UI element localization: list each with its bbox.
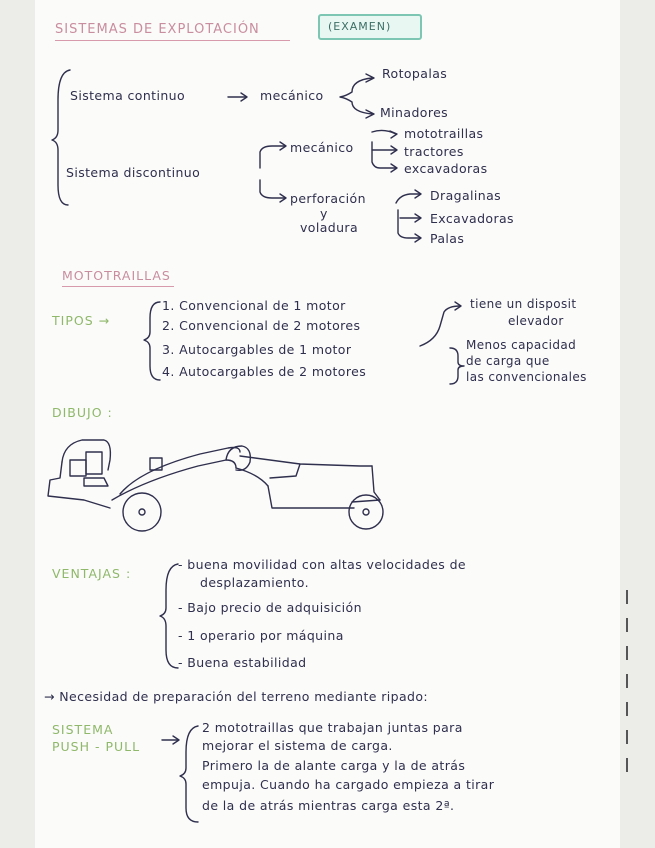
- ventaja-1: - buena movilidad con altas velocidades de: [178, 557, 467, 572]
- ventajas-label: VENTAJAS :: [52, 566, 132, 581]
- rotopalas: Rotopalas: [382, 66, 448, 81]
- tipo-1: 1. Convencional de 1 motor: [162, 298, 346, 313]
- push-pull-line-2: mejorar el sistema de carga.: [202, 738, 393, 753]
- systems-brace: [52, 70, 70, 205]
- mototraillas-underline: [62, 286, 174, 287]
- tipos-brace: [144, 302, 160, 380]
- mecanico-continuo: mecánico: [260, 88, 324, 103]
- mecanico-discontinuo: mecánico: [290, 140, 354, 155]
- exam-tag-label: (EXAMEN): [328, 20, 392, 33]
- push-pull-brace: [180, 726, 198, 822]
- voladura: voladura: [300, 220, 359, 235]
- note-capacidad-3: las convencionales: [466, 370, 587, 384]
- ventaja-2: - Bajo precio de adquisición: [178, 600, 362, 615]
- dragalinas: Dragalinas: [430, 188, 502, 203]
- note-capacidad-1: Menos capacidad: [466, 338, 577, 352]
- binding-mark: [626, 674, 628, 688]
- push-pull-line-1: 2 mototraillas que trabajan juntas para: [202, 720, 463, 735]
- tipo-3: 3. Autocargables de 1 motor: [162, 342, 352, 357]
- tractores-item: tractores: [404, 144, 464, 159]
- necesidad-ripado: → Necesidad de preparación del terreno mediante ripado:: [44, 689, 429, 704]
- sistema-continuo: Sistema continuo: [70, 88, 186, 103]
- binding-mark: [626, 758, 628, 772]
- note-elevador-1: tiene un disposit: [470, 297, 577, 311]
- palas: Palas: [430, 231, 465, 246]
- autocargables-brace: [450, 348, 464, 384]
- mototrailla-drawing: [48, 440, 383, 531]
- excavadoras-item-b: Excavadoras: [430, 211, 514, 226]
- tipos-label: TIPOS →: [52, 313, 111, 328]
- tipo-2: 2. Convencional de 2 motores: [162, 318, 361, 333]
- page-title: SISTEMAS DE EXPLOTACIÓN: [55, 22, 260, 37]
- binding-mark: [626, 618, 628, 632]
- push-pull-line-5: de la de atrás mientras carga esta 2ª.: [202, 798, 455, 813]
- binding-mark: [626, 590, 628, 604]
- push-pull-label-1: SISTEMA: [52, 722, 114, 737]
- mototraillas-item: mototraillas: [404, 126, 484, 141]
- push-pull-label-2: PUSH - PULL: [52, 739, 141, 754]
- binding-mark: [626, 730, 628, 744]
- push-pull-line-3: Primero la de alante carga y la de atrás: [202, 758, 466, 773]
- note-elevador-2: elevador: [508, 314, 564, 328]
- minadores: Minadores: [380, 105, 449, 120]
- binding-mark: [626, 646, 628, 660]
- y-conjunction: y: [320, 206, 328, 221]
- ventaja-4: - Buena estabilidad: [178, 655, 307, 670]
- binding-mark: [626, 702, 628, 716]
- mototraillas-heading: MOTOTRAILLAS: [62, 268, 171, 283]
- ventaja-1-cont: desplazamiento.: [200, 575, 309, 590]
- ventaja-3: - 1 operario por máquina: [178, 628, 344, 643]
- dibujo-label: DIBUJO :: [52, 405, 113, 420]
- sistema-discontinuo: Sistema discontinuo: [66, 165, 201, 180]
- push-pull-line-4: empuja. Cuando ha cargado empieza a tirar: [202, 777, 495, 792]
- note-capacidad-2: de carga que: [466, 354, 550, 368]
- tipo-4: 4. Autocargables de 2 motores: [162, 364, 367, 379]
- ventajas-brace: [160, 564, 178, 668]
- excavadoras-item-a: excavadoras: [404, 161, 488, 176]
- perforacion: perforación: [290, 191, 366, 206]
- mecanico-brace: [340, 78, 372, 114]
